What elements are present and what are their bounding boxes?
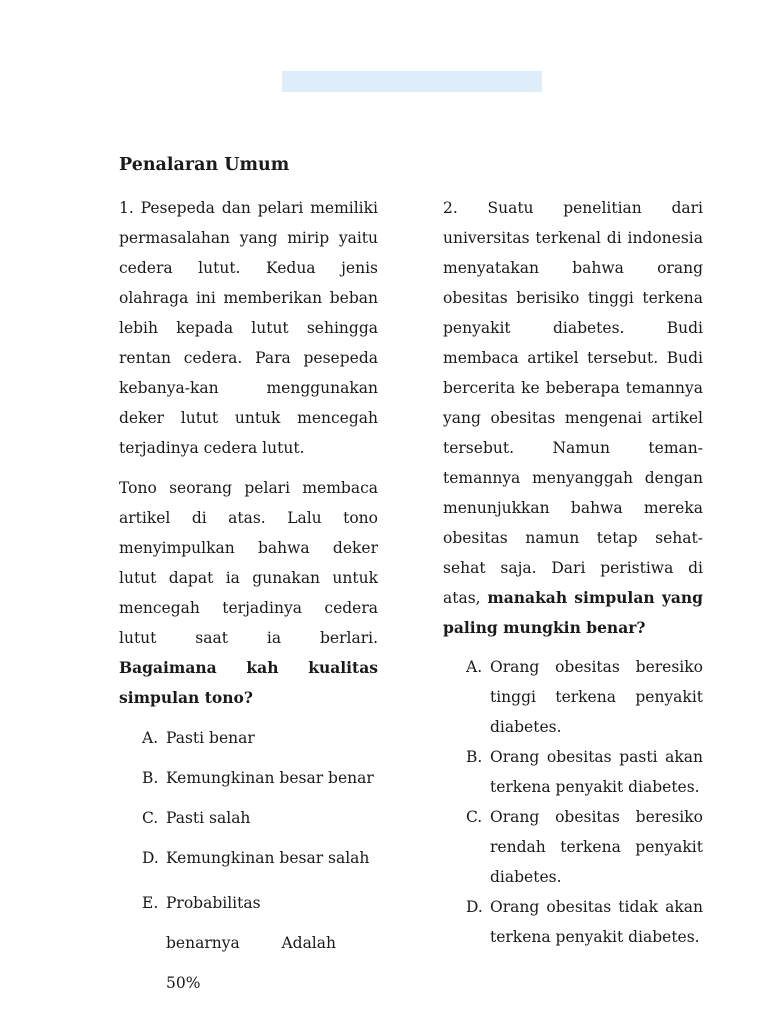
question-2-prompt [443, 193, 703, 643]
option-letter: B. [142, 769, 159, 787]
option-letter: A. [466, 658, 483, 676]
question-1-prompt [119, 473, 378, 713]
option-a[interactable] [443, 652, 703, 742]
option-letter: B. [466, 748, 483, 766]
question-2 [443, 193, 703, 952]
option-a[interactable] [119, 723, 378, 753]
option-text: Orang obesitas pasti akan terkena penyakit diabetes. [490, 748, 703, 796]
option-text: Kemungkinan besar benar [166, 769, 374, 787]
option-e[interactable] [119, 883, 378, 1003]
option-letter: D. [466, 898, 483, 916]
option-text: Orang obesitas beresiko tinggi terkena penyakit diabetes. [490, 658, 703, 736]
option-text: Pasti benar [166, 729, 255, 747]
option-text: Orang obesitas tidak akan terkena penyakit diabetes. [490, 898, 703, 946]
option-letter: D. [142, 849, 159, 867]
option-letter: A. [142, 729, 159, 747]
option-text: Kemungkinan besar salah [166, 849, 370, 867]
question-1-context: 1. Pesepeda dan pelari memiliki permasalahan yang mirip yaitu cedera lutut. Kedua jenis olahraga ini memberikan beban lebih kepada lutut sehingga rentan cedera. Para pesepeda kebanya-kan menggunakan deker lutut untuk mencegah terjadinya cedera lutut. [119, 199, 378, 457]
option-letter: C. [466, 808, 483, 826]
option-text: Pasti salah [166, 809, 251, 827]
option-b[interactable] [119, 763, 378, 793]
section-title: Penalaran Umum [119, 155, 290, 175]
question-2-prompt-bold: manakah simpulan yang paling mungkin benar? [443, 588, 703, 637]
option-letter: C. [142, 809, 159, 827]
question-1-options [119, 723, 378, 1003]
option-letter: E. [142, 894, 159, 912]
header-band [282, 71, 542, 92]
option-d[interactable] [119, 843, 378, 873]
question-1-prompt-text: Tono seorang pelari membaca artikel di atas. Lalu tono menyimpulkan bahwa deker lutut dapat ia gunakan untuk mencegah terjadinya cedera lutut saat ia berlari. [119, 479, 378, 647]
question-1 [119, 193, 378, 1013]
option-c[interactable] [443, 802, 703, 892]
option-text: Probabilitas benarnya Adalah 50% [166, 894, 336, 992]
option-b[interactable] [443, 742, 703, 802]
question-1-prompt-bold: Bagaimana kah kualitas simpulan tono? [119, 658, 378, 707]
option-text: Orang obesitas beresiko rendah terkena penyakit diabetes. [490, 808, 703, 886]
question-2-options [443, 652, 703, 952]
question-2-prompt-text: 2. Suatu penelitian dari universitas terkenal di indonesia menyatakan bahwa orang obesitas berisiko tinggi terkena penyakit diabetes. Budi membaca artikel tersebut. Budi bercerita ke beberapa temannya yang obesitas mengenai artikel tersebut. Namun teman-temannya menyanggah dengan menunjukkan bahwa mereka obesitas namun tetap sehat-sehat saja. Dari peristiwa di atas, [443, 199, 703, 607]
option-d[interactable] [443, 892, 703, 952]
option-c[interactable] [119, 803, 378, 833]
